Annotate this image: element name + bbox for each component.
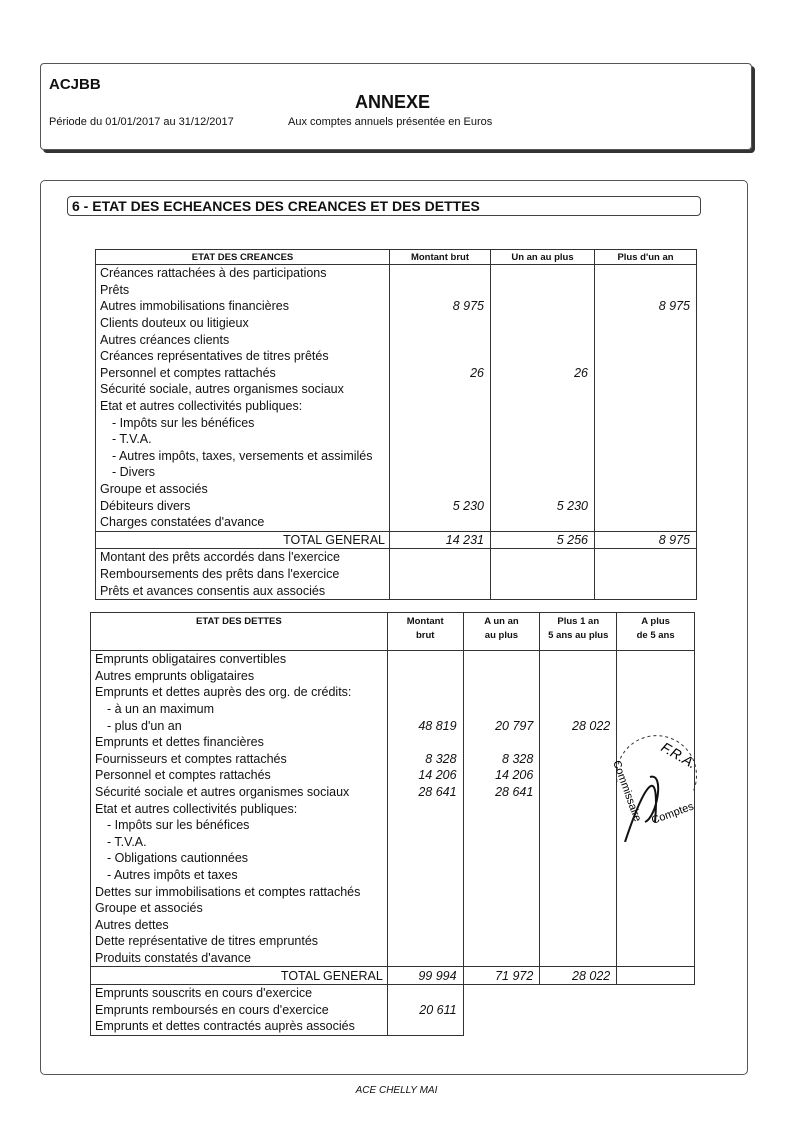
montant-brut xyxy=(390,381,491,398)
montant-brut xyxy=(387,984,463,1001)
col-header: ETAT DES CREANCES xyxy=(96,250,390,265)
stamp-text-ring: Commissaire xyxy=(610,758,644,824)
un-an-au-plus xyxy=(491,431,595,448)
montant-brut: 8 328 xyxy=(387,751,463,768)
plus-1-an-5-ans: 28 022 xyxy=(540,717,617,734)
row-label: Etat et autres collectivités publiques: xyxy=(91,800,388,817)
table-row xyxy=(96,431,697,448)
un-an-au-plus xyxy=(491,398,595,415)
table-row xyxy=(91,717,695,734)
montant-brut xyxy=(390,398,491,415)
table-row xyxy=(91,950,695,967)
un-an-au-plus xyxy=(491,448,595,465)
row-label: Montant des prêts accordés dans l'exercice xyxy=(96,549,390,566)
table-row xyxy=(91,917,695,934)
table-row xyxy=(96,298,697,315)
table-row xyxy=(96,398,697,415)
montant-brut xyxy=(390,464,491,481)
row-label: - Autres impôts, taxes, versements et assimilés xyxy=(96,448,390,465)
table-row xyxy=(91,834,695,851)
total-brut: 14 231 xyxy=(390,531,491,549)
empty-cell xyxy=(491,549,595,566)
table-row xyxy=(96,348,697,365)
row-label: Remboursements des prêts dans l'exercice xyxy=(96,566,390,583)
row-label: - T.V.A. xyxy=(96,431,390,448)
montant-brut xyxy=(390,448,491,465)
total-row xyxy=(96,531,697,549)
row-label: - à un an maximum xyxy=(91,701,388,718)
table-row xyxy=(96,414,697,431)
un-an-au-plus: 5 230 xyxy=(491,497,595,514)
col-header-line: 5 ans au plus xyxy=(548,630,609,641)
page-title: ANNEXE xyxy=(355,92,431,112)
plus-1-an-5-ans xyxy=(540,917,617,934)
montant-brut xyxy=(390,414,491,431)
table-row xyxy=(91,734,695,751)
table-row xyxy=(96,464,697,481)
extra-row xyxy=(96,549,697,566)
col-header xyxy=(540,613,617,651)
a-un-an xyxy=(463,817,540,834)
section-title: 6 - ETAT DES ECHEANCES DES CREANCES ET DES DETTES xyxy=(67,196,701,216)
row-label: Emprunts remboursés en cours d'exercice xyxy=(91,1001,388,1018)
col-header-line: au plus xyxy=(484,630,519,641)
row-label: Prêts xyxy=(96,282,390,299)
table-row xyxy=(91,784,695,801)
col-header xyxy=(617,613,695,651)
table-row xyxy=(91,883,695,900)
montant-brut xyxy=(390,348,491,365)
col-header: Plus d'un an xyxy=(595,250,697,265)
footer: ACE CHELLY MAI xyxy=(355,1085,438,1096)
montant-brut xyxy=(387,668,463,685)
un-an-au-plus xyxy=(491,282,595,299)
extra-row xyxy=(91,984,695,1001)
table-row xyxy=(96,514,697,531)
col-header-line: A un an xyxy=(484,616,519,627)
montant-brut xyxy=(387,850,463,867)
plus-5-ans xyxy=(617,684,695,701)
montant-brut xyxy=(390,582,491,599)
plus-un-an xyxy=(595,331,697,348)
montant-brut xyxy=(390,549,491,566)
un-an-au-plus xyxy=(491,414,595,431)
total-label: TOTAL GENERAL xyxy=(91,967,388,985)
montant-brut xyxy=(387,900,463,917)
row-label: Autres dettes xyxy=(91,917,388,934)
montant-brut xyxy=(387,867,463,884)
un-an-au-plus xyxy=(491,381,595,398)
table-row xyxy=(91,668,695,685)
plus-5-ans xyxy=(617,668,695,685)
a-un-an xyxy=(463,850,540,867)
table-row xyxy=(96,331,697,348)
plus-1-an-5-ans xyxy=(540,867,617,884)
montant-brut xyxy=(387,800,463,817)
auditor-stamp xyxy=(605,722,705,842)
table-row xyxy=(91,867,695,884)
montant-brut: 20 611 xyxy=(387,1001,463,1018)
plus-5-ans xyxy=(617,900,695,917)
plus-un-an xyxy=(595,265,697,282)
montant-brut: 8 975 xyxy=(390,298,491,315)
row-label: Créances rattachées à des participations xyxy=(96,265,390,282)
col-header xyxy=(91,613,388,651)
row-label: Emprunts obligataires convertibles xyxy=(91,651,388,668)
row-label: Groupe et associés xyxy=(91,900,388,917)
un-an-au-plus xyxy=(491,481,595,498)
a-un-an xyxy=(463,867,540,884)
row-label: Emprunts et dettes financières xyxy=(91,734,388,751)
montant-brut xyxy=(390,331,491,348)
empty-cell xyxy=(491,582,595,599)
montant-brut: 14 206 xyxy=(387,767,463,784)
montant-brut xyxy=(390,566,491,583)
col-header-line: Montant xyxy=(406,616,444,627)
plus-1-an-5-ans xyxy=(540,701,617,718)
un-an-au-plus xyxy=(491,348,595,365)
plus-1-an-5-ans xyxy=(540,651,617,668)
empty-cell xyxy=(463,1018,694,1035)
row-label: Charges constatées d'avance xyxy=(96,514,390,531)
montant-brut: 5 230 xyxy=(390,497,491,514)
row-label: Emprunts et dettes contractés auprès associés xyxy=(91,1018,388,1035)
montant-brut xyxy=(390,481,491,498)
col-header-line: A plus xyxy=(641,616,670,627)
table-row xyxy=(91,701,695,718)
plus-un-an xyxy=(595,365,697,382)
total-row xyxy=(91,967,695,985)
un-an-au-plus xyxy=(491,315,595,332)
total-un-an: 5 256 xyxy=(491,531,595,549)
a-un-an xyxy=(463,933,540,950)
period: Période du 01/01/2017 au 31/12/2017 xyxy=(49,116,234,128)
plus-5-ans xyxy=(617,950,695,967)
plus-5-ans xyxy=(617,850,695,867)
montant-brut xyxy=(387,1018,463,1035)
row-label: - Impôts sur les bénéfices xyxy=(91,817,388,834)
extra-row xyxy=(91,1001,695,1018)
table-row xyxy=(96,265,697,282)
svg-text:Comptes: Comptes xyxy=(649,800,696,827)
empty-cell xyxy=(595,566,697,583)
table-row xyxy=(91,850,695,867)
plus-un-an xyxy=(595,414,697,431)
plus-5-ans xyxy=(617,651,695,668)
row-label: Autres immobilisations financières xyxy=(96,298,390,315)
montant-brut: 48 819 xyxy=(387,717,463,734)
col-header-line: brut xyxy=(415,630,435,641)
a-un-an xyxy=(463,684,540,701)
un-an-au-plus xyxy=(491,464,595,481)
montant-brut xyxy=(387,651,463,668)
table-row xyxy=(91,767,695,784)
col-header-line: Plus 1 an xyxy=(557,616,600,627)
un-an-au-plus: 26 xyxy=(491,365,595,382)
company-name: ACJBB xyxy=(49,76,101,93)
a-un-an xyxy=(463,800,540,817)
un-an-au-plus xyxy=(491,514,595,531)
plus-un-an xyxy=(595,464,697,481)
row-label: - T.V.A. xyxy=(91,834,388,851)
montant-brut xyxy=(390,265,491,282)
a-un-an xyxy=(463,950,540,967)
row-label: Etat et autres collectivités publiques: xyxy=(96,398,390,415)
creances-table xyxy=(95,249,697,600)
plus-5-ans xyxy=(617,701,695,718)
un-an-au-plus xyxy=(491,265,595,282)
plus-un-an xyxy=(595,481,697,498)
plus-5-ans xyxy=(617,933,695,950)
a-un-an: 14 206 xyxy=(463,767,540,784)
table-row xyxy=(91,651,695,668)
plus-un-an xyxy=(595,448,697,465)
row-label: Fournisseurs et comptes rattachés xyxy=(91,751,388,768)
table-row xyxy=(91,684,695,701)
empty-cell xyxy=(595,549,697,566)
row-label: Autres emprunts obligataires xyxy=(91,668,388,685)
plus-1-an-5-ans xyxy=(540,933,617,950)
table-row xyxy=(96,365,697,382)
creances-header xyxy=(96,250,697,265)
plus-1-an-5-ans xyxy=(540,900,617,917)
table-row xyxy=(96,315,697,332)
row-label: Créances représentatives de titres prêtés xyxy=(96,348,390,365)
a-un-an xyxy=(463,668,540,685)
plus-un-an: 8 975 xyxy=(595,298,697,315)
un-an-au-plus xyxy=(491,298,595,315)
plus-un-an xyxy=(595,315,697,332)
row-label: Personnel et comptes rattachés xyxy=(96,365,390,382)
row-label: Emprunts souscrits en cours d'exercice xyxy=(91,984,388,1001)
plus-un-an xyxy=(595,348,697,365)
row-label: Clients douteux ou litigieux xyxy=(96,315,390,332)
row-label: - Obligations cautionnées xyxy=(91,850,388,867)
col-header xyxy=(387,613,463,651)
row-label: Autres créances clients xyxy=(96,331,390,348)
a-un-an xyxy=(463,900,540,917)
col-header xyxy=(463,613,540,651)
plus-1-an-5-ans xyxy=(540,684,617,701)
table-row xyxy=(96,448,697,465)
plus-1-an-5-ans xyxy=(540,883,617,900)
montant-brut xyxy=(390,514,491,531)
montant-brut xyxy=(390,431,491,448)
row-label: Prêts et avances consentis aux associés xyxy=(96,582,390,599)
row-label: Débiteurs divers xyxy=(96,497,390,514)
row-label: Dettes sur immobilisations et comptes rattachés xyxy=(91,883,388,900)
montant-brut xyxy=(387,834,463,851)
col-header: Montant brut xyxy=(390,250,491,265)
plus-un-an xyxy=(595,514,697,531)
table-row xyxy=(96,282,697,299)
a-un-an xyxy=(463,917,540,934)
subtitle: Aux comptes annuels présentée en Euros xyxy=(288,116,493,128)
total-plus-5-ans xyxy=(617,967,695,985)
empty-cell xyxy=(595,582,697,599)
table-row xyxy=(91,933,695,950)
a-un-an: 8 328 xyxy=(463,751,540,768)
row-label: Groupe et associés xyxy=(96,481,390,498)
plus-un-an xyxy=(595,398,697,415)
plus-un-an xyxy=(595,381,697,398)
montant-brut: 26 xyxy=(390,365,491,382)
plus-un-an xyxy=(595,497,697,514)
table-row xyxy=(91,900,695,917)
un-an-au-plus xyxy=(491,331,595,348)
montant-brut xyxy=(387,701,463,718)
montant-brut xyxy=(390,315,491,332)
row-label: Sécurité sociale et autres organismes sociaux xyxy=(91,784,388,801)
a-un-an xyxy=(463,651,540,668)
row-label: Dette représentative de titres empruntés xyxy=(91,933,388,950)
montant-brut xyxy=(387,950,463,967)
col-header-line: ETAT DES DETTES xyxy=(196,616,282,627)
plus-1-an-5-ans xyxy=(540,950,617,967)
montant-brut: 28 641 xyxy=(387,784,463,801)
a-un-an xyxy=(463,701,540,718)
total-label: TOTAL GENERAL xyxy=(96,531,390,549)
header-box xyxy=(40,63,752,150)
stamp-text-top: F.R.A. xyxy=(658,738,700,772)
montant-brut xyxy=(387,684,463,701)
plus-1-an-5-ans xyxy=(540,668,617,685)
total-plus: 8 975 xyxy=(595,531,697,549)
extra-row xyxy=(96,566,697,583)
montant-brut xyxy=(387,883,463,900)
a-un-an: 20 797 xyxy=(463,717,540,734)
table-row xyxy=(96,381,697,398)
a-un-an xyxy=(463,834,540,851)
plus-5-ans xyxy=(617,867,695,884)
row-label: Produits constatés d'avance xyxy=(91,950,388,967)
empty-cell xyxy=(491,566,595,583)
total-a-un-an: 71 972 xyxy=(463,967,540,985)
row-label: - Divers xyxy=(96,464,390,481)
row-label: Emprunts et dettes auprès des org. de crédits: xyxy=(91,684,388,701)
extra-row xyxy=(91,1018,695,1035)
montant-brut xyxy=(387,933,463,950)
plus-un-an xyxy=(595,282,697,299)
extra-row xyxy=(96,582,697,599)
plus-1-an-5-ans xyxy=(540,850,617,867)
table-row xyxy=(96,481,697,498)
row-label: Personnel et comptes rattachés xyxy=(91,767,388,784)
col-header: Un an au plus xyxy=(491,250,595,265)
table-row xyxy=(91,817,695,834)
row-label: - plus d'un an xyxy=(91,717,388,734)
a-un-an: 28 641 xyxy=(463,784,540,801)
montant-brut xyxy=(387,734,463,751)
dettes-header xyxy=(91,613,695,651)
montant-brut xyxy=(390,282,491,299)
table-row xyxy=(91,800,695,817)
a-un-an xyxy=(463,734,540,751)
empty-cell xyxy=(463,984,694,1001)
plus-5-ans xyxy=(617,917,695,934)
col-header-line: de 5 ans xyxy=(636,630,675,641)
row-label: - Autres impôts et taxes xyxy=(91,867,388,884)
total-plus-1-an-5-ans: 28 022 xyxy=(540,967,617,985)
table-row xyxy=(96,497,697,514)
row-label: - Impôts sur les bénéfices xyxy=(96,414,390,431)
plus-5-ans xyxy=(617,883,695,900)
montant-brut xyxy=(387,817,463,834)
empty-cell xyxy=(463,1001,694,1018)
plus-un-an xyxy=(595,431,697,448)
table-row xyxy=(91,751,695,768)
total-montant-brut: 99 994 xyxy=(387,967,463,985)
montant-brut xyxy=(387,917,463,934)
a-un-an xyxy=(463,883,540,900)
row-label: Sécurité sociale, autres organismes sociaux xyxy=(96,381,390,398)
